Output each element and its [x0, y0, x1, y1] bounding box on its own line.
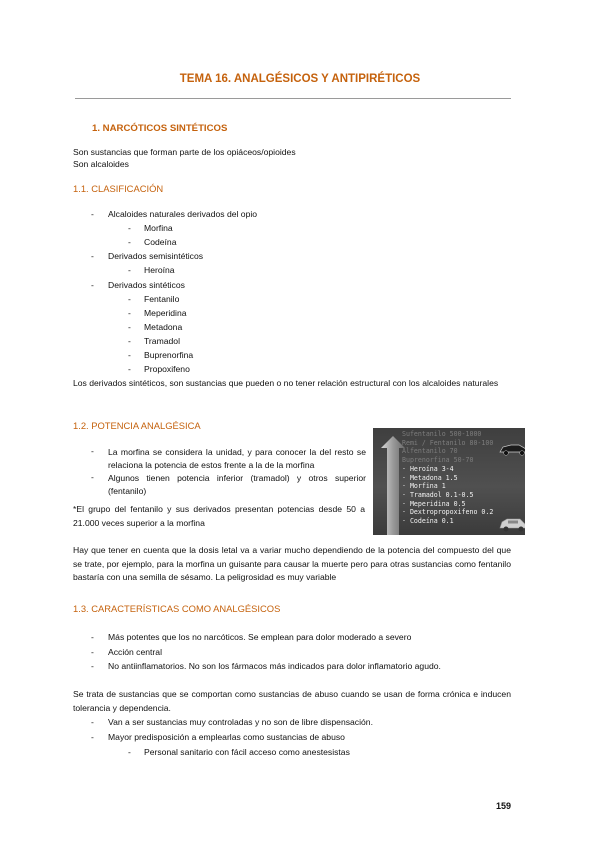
- abuse-item: Van a ser sustancias muy controladas y no son de libre dispensación.: [108, 717, 373, 727]
- classification-item: Derivados sintéticos: [108, 279, 185, 290]
- page-number: 159: [496, 801, 512, 811]
- potency-bullet-2-marker: -: [91, 472, 94, 482]
- potency-list: [402, 430, 493, 526]
- potency-list-item: · Metadona 1.5: [402, 473, 458, 482]
- lethal-dose-paragraph: Hay que tener en cuenta que la dosis letal va a variar mucho dependiendo de la potencia del compuesto del que se trate, por ejemplo, para la morfina un guisante para causar la muerte pero para otras sustancias como fentanilo bastaría con una semilla de sésamo. La peligrosidad es muy variable: [73, 545, 511, 583]
- characteristic-item-marker: -: [91, 647, 94, 657]
- potency-list-item: · Meperidina 0.5: [402, 499, 466, 508]
- potency-list-item: Buprenorfina 50-70: [402, 456, 474, 465]
- classification-item-marker: -: [91, 251, 94, 262]
- sports-car-icon: [499, 442, 525, 456]
- classification-item: Alcaloides naturales derivados del opio: [108, 209, 258, 219]
- potency-list-item: · Codeína 0.1: [402, 517, 454, 526]
- classification-item: Tramadol: [144, 335, 180, 346]
- potency-bullet-1: La morfina se considera la unidad, y para conocer la del resto se relaciona la potencia de estos frente a la de la morfina: [108, 447, 366, 470]
- classification-item-marker: -: [128, 350, 131, 360]
- classification-item-marker: -: [128, 223, 131, 234]
- classification-item: Meperidina: [144, 307, 187, 318]
- characteristic-item-marker: -: [91, 632, 94, 642]
- section-1-2-heading: 1.2. POTENCIA ANALGÉSICA: [73, 420, 201, 431]
- classification-item: Metadona: [144, 321, 183, 332]
- characteristic-item: Más potentes que los no narcóticos. Se emplean para dolor moderado a severo: [108, 632, 412, 642]
- classification-item-marker: -: [128, 335, 131, 346]
- potency-list-item: · Heroína 3-4: [402, 464, 454, 473]
- potency-list-item: Remi / Fentanilo 80-100: [402, 438, 494, 447]
- potency-list-item: · Dextropropoxifeno 0.2: [402, 508, 494, 517]
- potency-bullet-2: Algunos tienen potencia inferior (tramadol) y otros superior (fentanilo): [108, 473, 366, 496]
- classification-item-marker: -: [91, 279, 94, 290]
- classification-item: Codeína: [144, 237, 177, 248]
- intro-line-1: Son sustancias que forman parte de los opiáceos/opioides: [73, 147, 296, 157]
- abuse-item: Mayor predisposición a emplearlas como sustancias de abuso: [108, 732, 345, 742]
- car-icon: [498, 516, 525, 533]
- classification-item: Heroína: [144, 265, 175, 276]
- intro-line-2: Son alcaloides: [73, 159, 129, 169]
- classification-item-marker: -: [128, 321, 131, 332]
- classification-item-marker: -: [91, 209, 94, 219]
- classification-item-marker: -: [128, 265, 131, 276]
- potency-list-item: Sufentanilo 500-1000: [402, 430, 482, 438]
- potency-bullet-1-marker: -: [91, 446, 94, 456]
- classification-item: Morfina: [144, 223, 173, 234]
- abuse-item-marker: -: [91, 717, 94, 727]
- fentanyl-footnote: *El grupo del fentanilo y sus derivados presentan potencias desde 50 a 21.000 veces superior a la morfina: [73, 504, 365, 528]
- abuse-item-marker: -: [128, 747, 131, 757]
- classification-item-marker: -: [128, 364, 131, 375]
- potency-list-item: · Tramadol 0.1-0.5: [402, 490, 474, 499]
- characteristic-item: No antiinflamatorios. No son los fármacos más indicados para dolor inflamatorio agudo.: [108, 661, 441, 671]
- abuse-paragraph: Se trata de sustancias que se comportan como sustancias de abuso cuando se usan de forma crónica e inducen tolerancia y dependencia.: [73, 689, 511, 713]
- characteristic-item: Acción central: [108, 647, 162, 657]
- potency-figure: [373, 428, 525, 535]
- classification-item: Derivados semisintéticos: [108, 251, 204, 262]
- synthetic-note: Los derivados sintéticos, son sustancias que pueden o no tener relación estructural con los alcaloides naturales: [73, 378, 499, 388]
- page-title: TEMA 16. ANALGÉSICOS Y ANTIPIRÉTICOS: [179, 73, 421, 85]
- abuse-item-marker: -: [91, 732, 94, 742]
- classification-item-marker: -: [128, 307, 131, 318]
- potency-list-item: Alfentanilo 70: [402, 447, 458, 456]
- section-1-1-heading: 1.1. CLASIFICACIÓN: [73, 183, 164, 194]
- classification-item: Propoxifeno: [144, 364, 190, 375]
- classification-item-marker: -: [128, 237, 131, 248]
- abuse-item: Personal sanitario con fácil acceso como anestesistas: [144, 747, 350, 757]
- potency-list-item: · Morfina 1: [402, 482, 446, 491]
- section-1-heading: 1. NARCÓTICOS SINTÉTICOS: [92, 123, 228, 134]
- characteristic-item-marker: -: [91, 661, 94, 671]
- title-divider: [75, 98, 511, 99]
- classification-item: Buprenorfina: [144, 350, 194, 360]
- classification-item: Fentanilo: [144, 293, 180, 304]
- section-1-3-heading: 1.3. CARACTERÍSTICAS COMO ANALGÉSICOS: [73, 603, 281, 614]
- classification-item-marker: -: [128, 293, 131, 304]
